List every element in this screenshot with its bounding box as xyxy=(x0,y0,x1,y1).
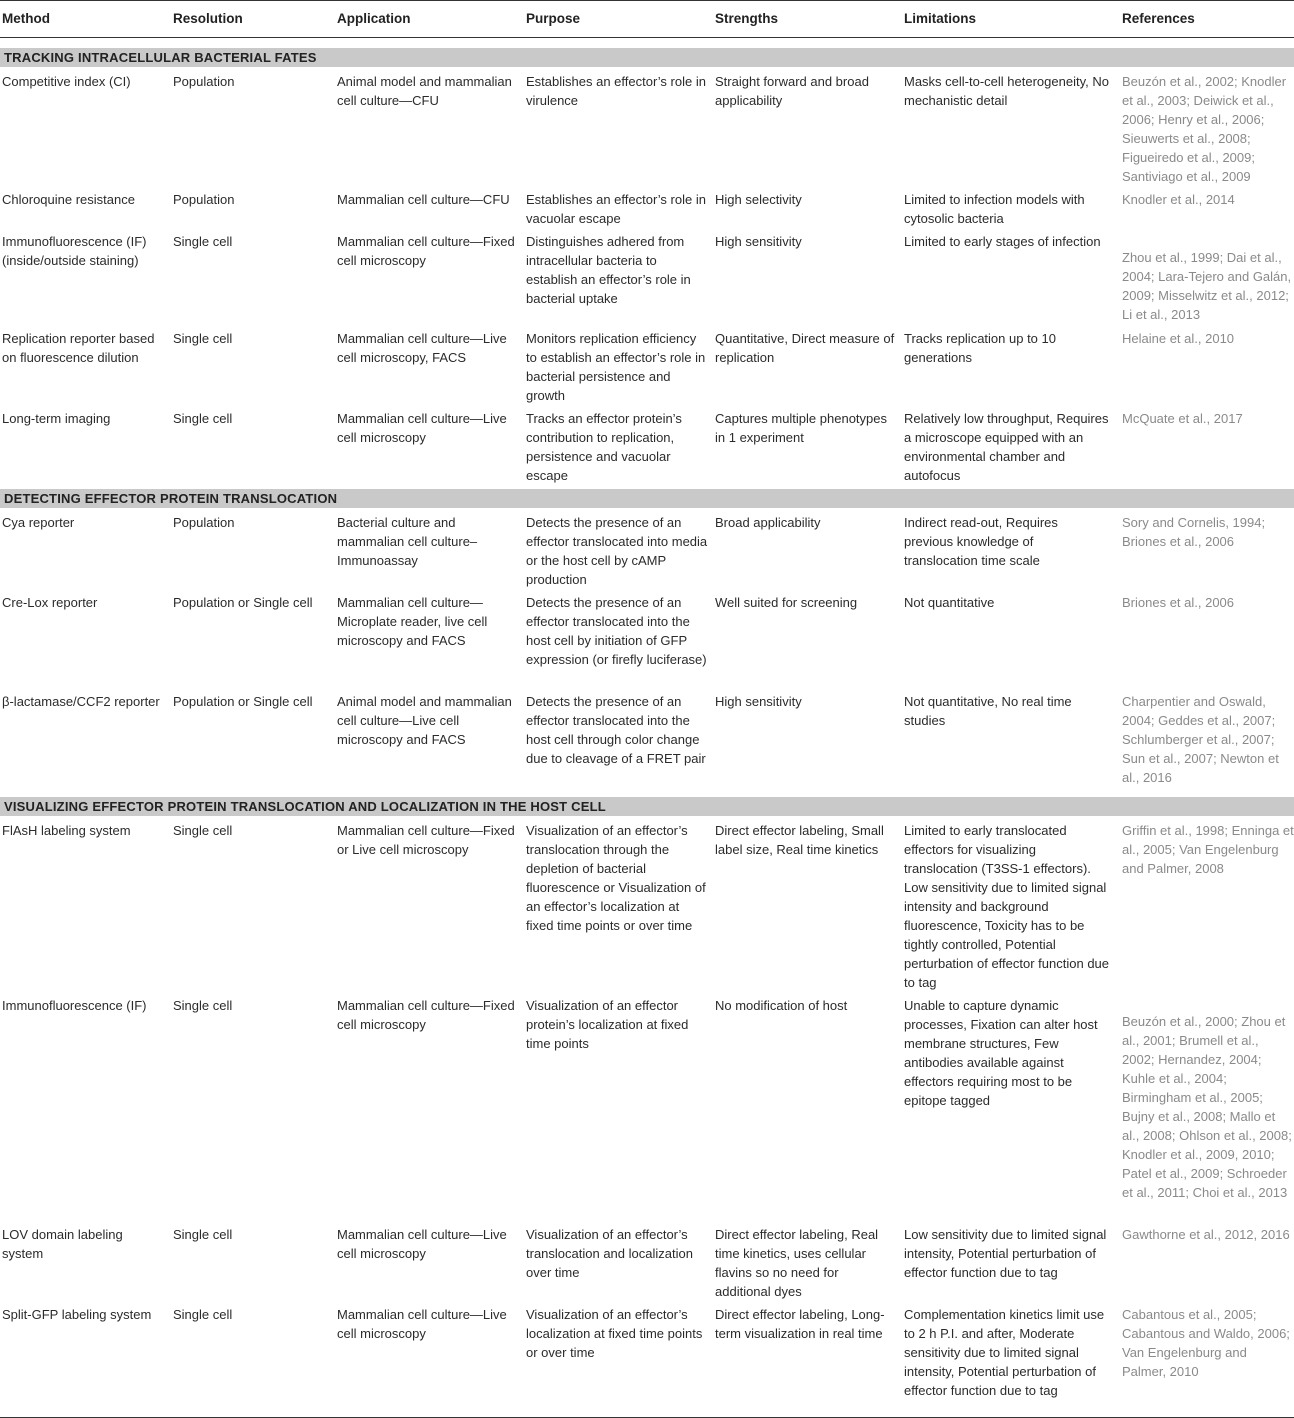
cell-purpose: Establishes an effector’s role in virulence xyxy=(526,74,706,108)
cell-application: Mammalian cell culture—Live cell microscopy xyxy=(337,1307,507,1341)
cell-limitations: Complementation kinetics limit use to 2 h P.I. and after, Moderate sensitivity due to limited signal intensity, Potential perturbation of effector function due to tag xyxy=(904,1307,1105,1398)
header-limitations: Limitations xyxy=(904,11,977,26)
cell-resolution: Population xyxy=(173,192,235,207)
cell-strengths: Well suited for screening xyxy=(715,595,858,610)
cell-strengths: No modification of host xyxy=(715,998,848,1013)
cell-application: Mammalian cell culture—Fixed cell microscopy xyxy=(337,998,515,1032)
cell-application: Mammalian cell culture—Live cell microscopy xyxy=(337,411,507,445)
cell-method: Immunofluorescence (IF) xyxy=(2,998,147,1013)
cell-limitations: Limited to early stages of infection xyxy=(904,234,1101,249)
section-header xyxy=(0,48,1294,67)
cell-method: FlAsH labeling system xyxy=(2,823,131,838)
cell-application: Mammalian cell culture—Live cell microscopy xyxy=(337,1227,507,1261)
cell-references: Zhou et al., 1999; Dai et al., 2004; Lara-Tejero and Galán, 2009; Misselwitz et al., 2012; Li et al., 2013 xyxy=(1122,250,1292,322)
cell-method: Chloroquine resistance xyxy=(2,192,135,207)
cell-purpose: Establishes an effector’s role in vacuolar escape xyxy=(526,192,706,226)
cell-references: Beuzón et al., 2002; Knodler et al., 2003; Deiwick et al., 2006; Henry et al., 2006; Sieuwerts et al., 2008; Figueiredo et al., 2009; Santiviago et al., 2009 xyxy=(1122,74,1287,184)
cell-strengths: Broad applicability xyxy=(715,515,821,530)
cell-purpose: Detects the presence of an effector translocated into the host cell by initiation of GFP expression (or firefly luciferase) xyxy=(526,595,707,667)
cell-strengths: Straight forward and broad applicability xyxy=(715,74,869,108)
cell-resolution: Population xyxy=(173,515,235,530)
cell-limitations: Limited to infection models with cytosolic bacteria xyxy=(904,192,1085,226)
cell-resolution: Single cell xyxy=(173,234,233,249)
cell-application: Bacterial culture and mammalian cell culture–Immunoassay xyxy=(337,515,478,568)
cell-purpose: Visualization of an effector protein’s localization at fixed time points xyxy=(526,998,689,1051)
cell-resolution: Single cell xyxy=(173,331,233,346)
cell-strengths: High sensitivity xyxy=(715,234,802,249)
cell-method: Immunofluorescence (IF) (inside/outside staining) xyxy=(2,234,147,268)
cell-limitations: Not quantitative xyxy=(904,595,995,610)
cell-references: Sory and Cornelis, 1994; Briones et al., 2006 xyxy=(1122,515,1266,549)
cell-references: Helaine et al., 2010 xyxy=(1122,331,1235,346)
cell-strengths: Quantitative, Direct measure of replication xyxy=(715,331,895,365)
cell-method: Replication reporter based on fluorescence dilution xyxy=(2,331,155,365)
cell-references: Charpentier and Oswald, 2004; Geddes et al., 2007; Schlumberger et al., 2007; Sun et al., 2007; Newton et al., 2016 xyxy=(1122,694,1279,785)
cell-references: Griffin et al., 1998; Enninga et al., 2005; Van Engelenburg and Palmer, 2008 xyxy=(1122,823,1294,876)
cell-method: LOV domain labeling system xyxy=(2,1227,123,1261)
header-strengths: Strengths xyxy=(715,11,779,26)
cell-method: β-lactamase/CCF2 reporter xyxy=(2,694,160,709)
cell-strengths: Direct effector labeling, Real time kinetics, uses cellular flavins so no need for additional dyes xyxy=(715,1227,879,1299)
cell-limitations: Tracks replication up to 10 generations xyxy=(904,331,1056,365)
cell-application: Mammalian cell culture—Fixed cell microscopy xyxy=(337,234,515,268)
cell-purpose: Tracks an effector protein’s contribution to replication, persistence and vacuolar escape xyxy=(526,411,682,483)
cell-references: Beuzón et al., 2000; Zhou et al., 2001; Brumell et al., 2002; Hernandez, 2004; Kuhle et al., 2004; Birmingham et al., 2005; Bujny et al., 2008; Mallo et al., 2008; Ohlson et al., 2008; Knodler et al., 2009, 2010; Patel et al., 2009; Schroeder et al., 2011; Choi et al., 2013 xyxy=(1122,1014,1292,1200)
header-purpose: Purpose xyxy=(526,11,581,26)
cell-application: Animal model and mammalian cell culture—Live cell microscopy and FACS xyxy=(337,694,512,747)
cell-limitations: Indirect read-out, Requires previous knowledge of translocation time scale xyxy=(904,515,1058,568)
cell-resolution: Population or Single cell xyxy=(173,595,313,610)
cell-strengths: High selectivity xyxy=(715,192,802,207)
table-header xyxy=(0,0,1294,38)
cell-limitations: Unable to capture dynamic processes, Fixation can alter host membrane structures, Few antibodies available against effectors requiring most to be epitope tagged xyxy=(904,998,1098,1108)
header-method: Method xyxy=(2,11,50,26)
cell-resolution: Population or Single cell xyxy=(173,694,313,709)
header-resolution: Resolution xyxy=(173,11,243,26)
cell-purpose: Visualization of an effector’s translocation and localization over time xyxy=(526,1227,693,1280)
cell-method: Long-term imaging xyxy=(2,411,111,426)
section-title: TRACKING INTRACELLULAR BACTERIAL FATES xyxy=(4,50,317,65)
cell-resolution: Population xyxy=(173,74,235,89)
cell-limitations: Masks cell-to-cell heterogeneity, No mechanistic detail xyxy=(904,74,1109,108)
cell-limitations: Low sensitivity due to limited signal intensity, Potential perturbation of effector function due to tag xyxy=(904,1227,1107,1280)
section-header xyxy=(0,797,1294,816)
cell-method: Cya reporter xyxy=(2,515,75,530)
cell-application: Animal model and mammalian cell culture—CFU xyxy=(337,74,512,108)
cell-purpose: Visualization of an effector’s localization at fixed time points or over time xyxy=(526,1307,703,1360)
cell-resolution: Single cell xyxy=(173,411,233,426)
cell-purpose: Distinguishes adhered from intracellular bacteria to establish an effector’s role in bacterial uptake xyxy=(526,234,691,306)
cell-purpose: Visualization of an effector’s translocation through the depletion of bacterial fluorescence or Visualization of an effector’s localization at fixed time points or over time xyxy=(526,823,706,933)
cell-resolution: Single cell xyxy=(173,998,233,1013)
cell-strengths: Captures multiple phenotypes in 1 experiment xyxy=(715,411,887,445)
cell-limitations: Limited to early translocated effectors for visualizing translocation (T3SS-1 effectors). Low sensitivity due to limited signal intensity and background fluorescence, Toxicity has to be tightly controlled, Potential perturbation of effector function due to tag xyxy=(904,823,1110,990)
cell-references: Knodler et al., 2014 xyxy=(1122,192,1235,207)
cell-method: Cre-Lox reporter xyxy=(2,595,98,610)
cell-application: Mammalian cell culture—Fixed or Live cell microscopy xyxy=(337,823,515,857)
cell-references: Gawthorne et al., 2012, 2016 xyxy=(1122,1227,1290,1242)
header-application: Application xyxy=(337,11,411,26)
cell-references: Cabantous et al., 2005; Cabantous and Waldo, 2006; Van Engelenburg and Palmer, 2010 xyxy=(1122,1307,1290,1379)
cell-application: Mammalian cell culture—CFU xyxy=(337,192,510,207)
section-title: DETECTING EFFECTOR PROTEIN TRANSLOCATION xyxy=(4,491,338,506)
cell-method: Competitive index (CI) xyxy=(2,74,131,89)
cell-application: Mammalian cell culture—Live cell microscopy, FACS xyxy=(337,331,507,365)
header-references: References xyxy=(1122,11,1195,26)
cell-strengths: High sensitivity xyxy=(715,694,802,709)
section-title: VISUALIZING EFFECTOR PROTEIN TRANSLOCATION AND LOCALIZATION IN THE HOST CELL xyxy=(4,799,606,814)
cell-resolution: Single cell xyxy=(173,1227,233,1242)
cell-references: Briones et al., 2006 xyxy=(1122,595,1235,610)
cell-method: Split-GFP labeling system xyxy=(2,1307,152,1322)
cell-strengths: Direct effector labeling, Small label size, Real time kinetics xyxy=(715,823,884,857)
cell-limitations: Relatively low throughput, Requires a microscope equipped with an environmental chamber and autofocus xyxy=(904,411,1109,483)
cell-resolution: Single cell xyxy=(173,823,233,838)
cell-purpose: Detects the presence of an effector translocated into media or the host cell by cAMP production xyxy=(526,515,708,587)
cell-resolution: Single cell xyxy=(173,1307,233,1322)
cell-purpose: Detects the presence of an effector translocated into the host cell through color change due to cleavage of a FRET pair xyxy=(526,694,706,766)
cell-application: Mammalian cell culture—Microplate reader, live cell microscopy and FACS xyxy=(337,595,488,648)
section-header xyxy=(0,489,1294,508)
cell-limitations: Not quantitative, No real time studies xyxy=(904,694,1072,728)
cell-strengths: Direct effector labeling, Long-term visualization in real time xyxy=(715,1307,885,1341)
cell-purpose: Monitors replication efficiency to establish an effector’s role in bacterial persistence and growth xyxy=(526,331,706,403)
cell-references: McQuate et al., 2017 xyxy=(1122,411,1243,426)
